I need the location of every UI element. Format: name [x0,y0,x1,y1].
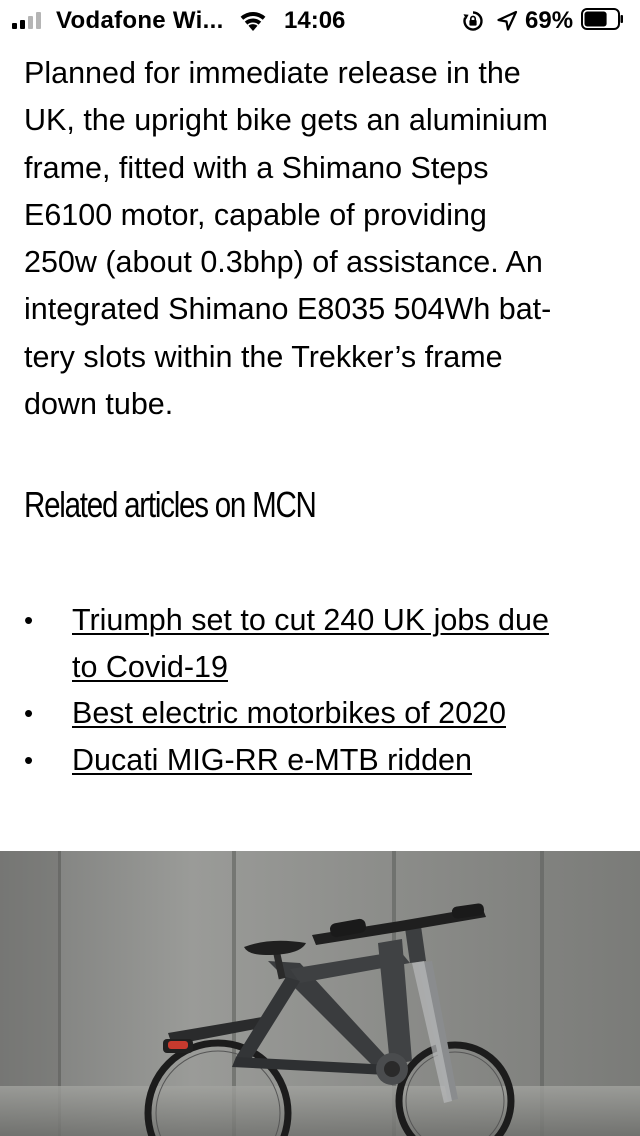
carrier-name: Vodafone Wi... [56,7,224,34]
ebike-photo [0,851,640,1136]
related-article-item [24,597,620,690]
article-paragraph [24,50,624,428]
paragraph-line: E6100 motor, capable of providing [24,197,487,232]
hero-image [0,851,640,1136]
paragraph-line: UK, the upright bike gets an aluminium [24,103,548,138]
status-time: 14:06 [284,7,346,34]
rotation-lock-icon [462,10,484,32]
signal-icon [12,11,41,29]
related-article-item [24,690,620,737]
paragraph-line: integrated Shimano E8035 504Wh bat- [24,292,552,327]
related-article-link[interactable] [72,743,472,777]
related-articles-heading: Related articles on MCN [24,484,316,525]
battery-icon [581,8,624,30]
paragraph-line: 250w (about 0.3bhp) of assistance. An [24,245,543,280]
bullet-marker: • [24,744,34,775]
related-link-text: Ducati MIG-RR e-MTB ridden [72,742,472,777]
paragraph-line: down tube. [24,387,174,422]
bullet-marker: • [24,605,34,635]
related-article-item [24,737,620,784]
signal-bar [36,12,41,29]
signal-bar [20,20,25,29]
related-link-text: Best electric motorbikes of 2020 [72,696,506,730]
bullet-marker: • [24,698,34,728]
paragraph-line: tery slots within the Trekker’s frame [24,339,503,374]
location-arrow-icon [496,10,518,32]
related-link-text: Triumph set to cut 240 UK jobs due [72,603,549,637]
battery-percent: 69% [525,7,574,34]
signal-bar [12,23,17,29]
wifi-icon [236,9,270,33]
related-article-link[interactable] [72,696,506,730]
related-articles-list [24,597,620,783]
signal-bar [28,16,33,29]
paragraph-line: frame, fitted with a Shimano Steps [24,150,489,185]
paragraph-line: Planned for immediate release in the [24,56,521,90]
status-bar [0,0,640,40]
related-link-text: to Covid-19 [72,649,228,684]
related-article-link[interactable] [72,603,549,684]
